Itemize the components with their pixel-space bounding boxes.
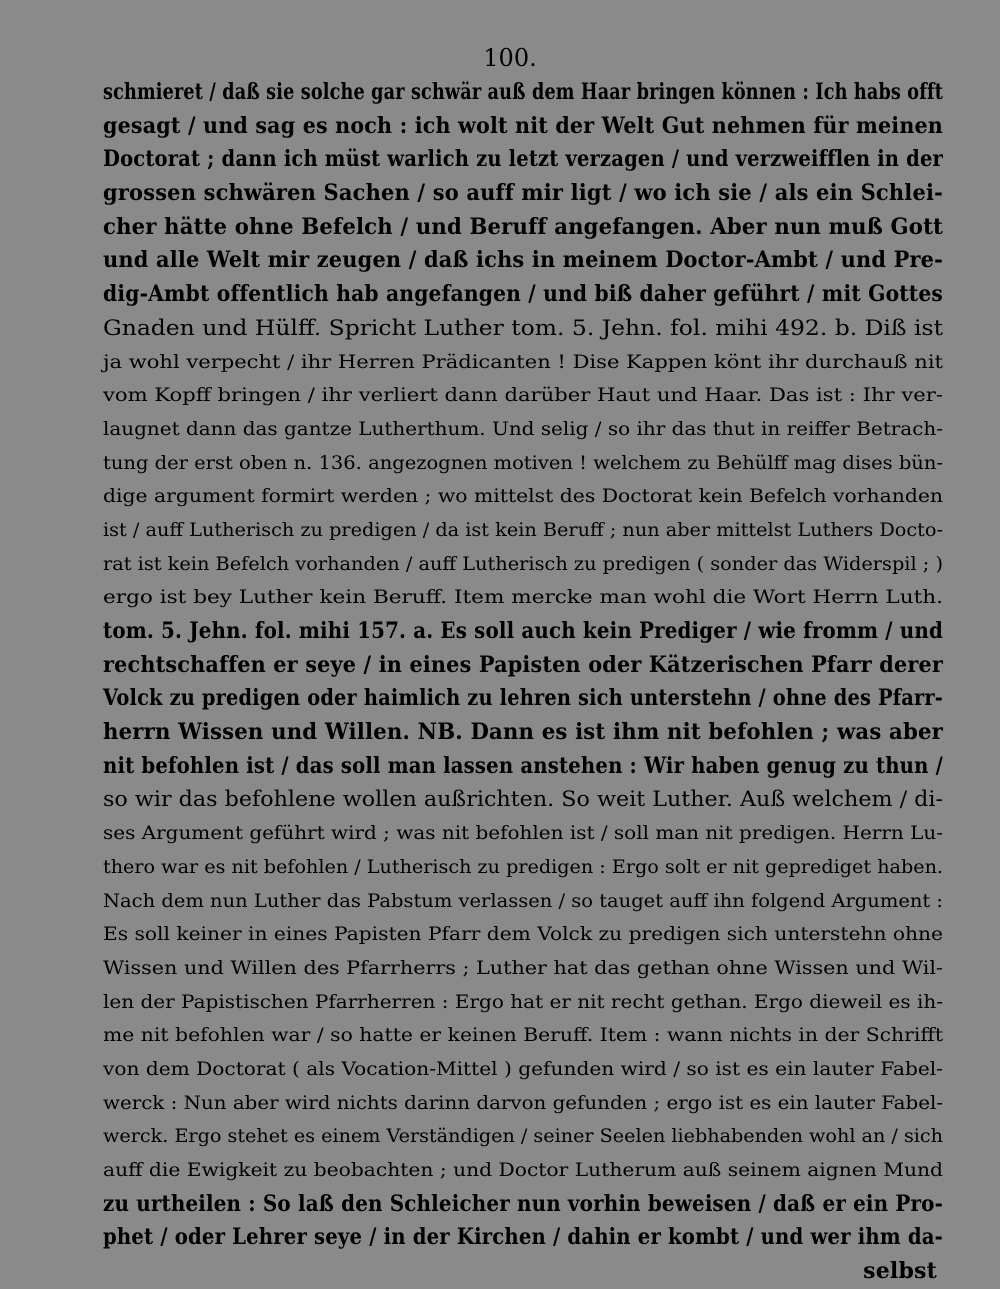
text-line: thero war es nit befohlen / Lutherisch zu predigen : Ergo solt er nit geprediget haben.	[103, 855, 943, 878]
text-line: zu urtheilen : So laß den Schleicher nun vorhin beweisen / daß er ein Pro-	[103, 1190, 943, 1217]
text-line: und alle Welt mir zeugen / daß ichs in meinem Doctor-Ambt / und Pre-	[103, 247, 943, 274]
text-line: herrn Wissen und Willen. NB. Dann es ist ihm nit befohlen ; was aber	[103, 719, 943, 746]
text-line: ergo ist bey Luther kein Beruff. Item mercke man wohl die Wort Herrn Luth.	[103, 586, 943, 609]
text-line: schmieret / daß sie solche gar schwär auß dem Haar bringen können : Ich habs offt	[103, 79, 943, 105]
text-line: Gnaden und Hülff. Spricht Luther tom. 5. Jehn. fol. mihi 492. b. Diß ist	[103, 315, 943, 340]
page-number: 100.	[483, 44, 537, 72]
text-line: me nit befohlen war / so hatte er keinen Beruff. Item : wann nichts in der Schrifft	[103, 1024, 943, 1047]
text-line: dig-Ambt offentlich hab angefangen / und biß daher geführt / mit Gottes	[103, 281, 943, 308]
text-line: werck. Ergo stehet es einem Verständigen / seiner Seelen liebhabenden wohl an / sich	[103, 1125, 943, 1148]
text-line: rechtschaffen er seye / in eines Papisten oder Kätzerischen Pfarr derer	[103, 651, 943, 678]
text-line: ist / auff Lutherisch zu predigen / da ist kein Beruff ; nun aber mittelst Luthers Docto-	[103, 518, 943, 541]
text-line: Es soll keiner in eines Papisten Pfarr dem Volck zu predigen sich unterstehn ohne	[103, 923, 944, 946]
text-line: auff die Ewigkeit zu beobachten ; und Doctor Lutherum auß seinem aignen Mund	[103, 1159, 943, 1181]
text-line: rat ist kein Befelch vorhanden / auff Lutherisch zu predigen ( sonder das Widerspil ; )	[103, 552, 944, 575]
text-line: tung der erst oben n. 136. angezognen motiven ! welchem zu Behülff mag dises bün-	[103, 451, 943, 474]
text-line: vom Kopff bringen / ihr verliert dann darüber Haut und Haar. Das ist : Ihr ver-	[103, 384, 944, 407]
text-line: Volck zu predigen oder haimlich zu lehren sich unterstehn / ohne des Pfarr-	[103, 685, 943, 712]
text-line: grossen schwären Sachen / so auff mir ligt / wo ich sie / als ein Schlei-	[103, 180, 943, 207]
text-line: dige argument formirt werden ; wo mittelst des Doctorat kein Befelch vorhanden	[103, 485, 943, 508]
body-text	[103, 76, 943, 1289]
text-line: phet / oder Lehrer seye / in der Kirchen / dahin er kombt / und wer ihm da-	[103, 1224, 943, 1251]
text-line: ja wohl verpecht / ihr Herren Prädicanten ! Dise Kappen könt ihr durchauß nit	[103, 350, 943, 373]
text-line: tom. 5. Jehn. fol. mihi 157. a. Es soll auch kein Prediger / wie fromm / und	[103, 618, 943, 644]
text-line: nit befohlen ist / das soll man lassen anstehen : Wir haben genug zu thun /	[103, 752, 943, 779]
text-line: cher hätte ohne Befelch / und Beruff angefangen. Aber nun muß Gott	[103, 213, 943, 240]
text-line: gesagt / und sag es noch : ich wolt nit der Welt Gut nehmen für meinen	[103, 112, 943, 139]
text-line: so wir das befohlene wollen außrichten. So weit Luther. Auß welchem / di-	[103, 787, 943, 812]
text-line: werck : Nun aber wird nichts darinn darvon gefunden ; ergo ist es ein lauter Fabel-	[103, 1091, 943, 1114]
text-line: Doctorat ; dann ich müst warlich zu letzt verzagen / und verzweifflen in der	[103, 146, 943, 173]
text-line: laugnet dann das gantze Lutherthum. Und selig / so ihr das thut in reiffer Betrach-	[103, 417, 943, 440]
text-line: len der Papistischen Pfarrherren : Ergo hat er nit recht gethan. Ergo dieweil es ih-	[103, 990, 943, 1013]
text-line: von dem Doctorat ( als Vocation-Mittel ) gefunden wird / so ist es ein lauter Fabel-	[103, 1057, 943, 1080]
catchword: selbst	[863, 1258, 937, 1285]
text-line: ses Argument geführt wird ; was nit befohlen ist / soll man nit predigen. Herrn Lu-	[103, 822, 944, 845]
text-line: Wissen und Willen des Pfarrherrs ; Luther hat das gethan ohne Wissen und Wil-	[103, 956, 943, 979]
text-line: Nach dem nun Luther das Pabstum verlassen / so tauget auff ihn folgend Argument :	[103, 889, 943, 912]
